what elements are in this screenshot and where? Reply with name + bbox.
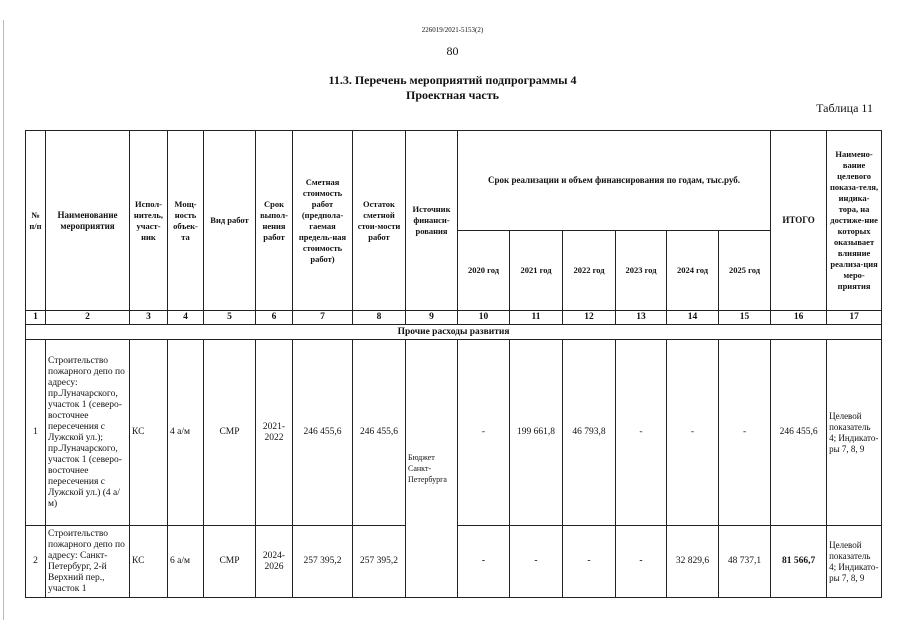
activities-table [25, 130, 882, 598]
header-year-2021: 2021 год [510, 231, 563, 311]
header-year-2024: 2024 год [667, 231, 719, 311]
row-indicator: Целевой показатель 4; Индикато-ры 7, 8, 9 [827, 526, 882, 598]
row-cost: 257 395,2 [293, 526, 353, 598]
row-total: 81 566,7 [771, 526, 827, 598]
row-y2025: 48 737,1 [719, 526, 771, 598]
col-number: 2 [46, 311, 130, 325]
header-term: Срок выпол-нения работ [256, 131, 293, 311]
section-title: Прочие расходы развития [26, 325, 882, 340]
col-number: 17 [827, 311, 882, 325]
col-number: 1 [26, 311, 46, 325]
col-number: 13 [616, 311, 667, 325]
header-year-2022: 2022 год [563, 231, 616, 311]
col-number: 5 [204, 311, 256, 325]
page-title [0, 73, 905, 103]
header-work-type: Вид работ [204, 131, 256, 311]
row-remainder: 257 395,2 [353, 526, 406, 598]
col-number: 7 [293, 311, 353, 325]
row-work-type: СМР [204, 340, 256, 526]
section-row [26, 325, 882, 340]
row-y2024: 32 829,6 [667, 526, 719, 598]
header-year-2020: 2020 год [458, 231, 510, 311]
row-y2021: - [510, 526, 563, 598]
page-edge [3, 20, 4, 620]
row-work-type: СМР [204, 526, 256, 598]
row-source: Бюджет Санкт-Петербурга [406, 340, 458, 598]
col-number: 11 [510, 311, 563, 325]
row-name: Строительство пожарного депо по адресу: Санкт-Петербург, 2-й Верхний пер., участок 1 [46, 526, 130, 598]
header-indicator: Наимено-вание целевого показа-теля, индика-тора, на достиже-ние которых оказывает влияние реализа-ция меро-приятия [827, 131, 882, 311]
row-name: Строительство пожарного депо по адресу: пр.Луначарского, участок 1 (северо-восточнее пересечения с Лужской ул.); пр.Луначарского, участок 1 (северо-восточнее пересечения с Лужской ул.) (4 а/м) [46, 340, 130, 526]
col-number: 8 [353, 311, 406, 325]
row-y2024: - [667, 340, 719, 526]
column-numbers-row [26, 311, 882, 325]
table-row [26, 340, 882, 526]
row-term: 2021-2022 [256, 340, 293, 526]
col-number: 9 [406, 311, 458, 325]
table-label: Таблица 11 [816, 101, 873, 115]
row-y2022: 46 793,8 [563, 340, 616, 526]
row-term: 2024-2026 [256, 526, 293, 598]
header-source: Источник финанси-рования [406, 131, 458, 311]
title-line-1: 11.3. Перечень мероприятий подпрограммы 4 [328, 73, 577, 87]
header-name: Наименование мероприятия [46, 131, 130, 311]
row-y2023: - [616, 340, 667, 526]
row-y2025: - [719, 340, 771, 526]
row-remainder: 246 455,6 [353, 340, 406, 526]
header-total: ИТОГО [771, 131, 827, 311]
row-executor: КС [130, 340, 168, 526]
header-num: № п/п [26, 131, 46, 311]
row-capacity: 4 а/м [168, 340, 204, 526]
row-y2021: 199 661,8 [510, 340, 563, 526]
col-number: 15 [719, 311, 771, 325]
row-capacity: 6 а/м [168, 526, 204, 598]
row-total: 246 455,6 [771, 340, 827, 526]
title-line-2: Проектная часть [406, 88, 499, 102]
row-executor: КС [130, 526, 168, 598]
header-year-2025: 2025 год [719, 231, 771, 311]
page-number: 80 [446, 44, 459, 58]
header-executor: Испол-нитель, участ-ник [130, 131, 168, 311]
col-number: 12 [563, 311, 616, 325]
row-y2022: - [563, 526, 616, 598]
header-remainder: Остаток сметной стои-мости работ [353, 131, 406, 311]
row-num: 2 [26, 526, 46, 598]
col-number: 3 [130, 311, 168, 325]
row-y2020: - [458, 340, 510, 526]
row-cost: 246 455,6 [293, 340, 353, 526]
header-row-1 [26, 131, 882, 231]
row-num: 1 [26, 340, 46, 526]
col-number: 14 [667, 311, 719, 325]
header-capacity: Мощ-ность объек-та [168, 131, 204, 311]
row-y2020: - [458, 526, 510, 598]
col-number: 16 [771, 311, 827, 325]
header-cost: Сметная стоимость работ (предпола-гаемая предель-ная стоимость работ) [293, 131, 353, 311]
row-y2023: - [616, 526, 667, 598]
header-years-group: Срок реализации и объем финансирования по годам, тыс.руб. [458, 131, 771, 231]
row-indicator: Целевой показатель 4; Индикато-ры 7, 8, 9 [827, 340, 882, 526]
col-number: 6 [256, 311, 293, 325]
document-number: 226019/2021-5153(2) [421, 26, 484, 34]
header-year-2023: 2023 год [616, 231, 667, 311]
col-number: 10 [458, 311, 510, 325]
col-number: 4 [168, 311, 204, 325]
